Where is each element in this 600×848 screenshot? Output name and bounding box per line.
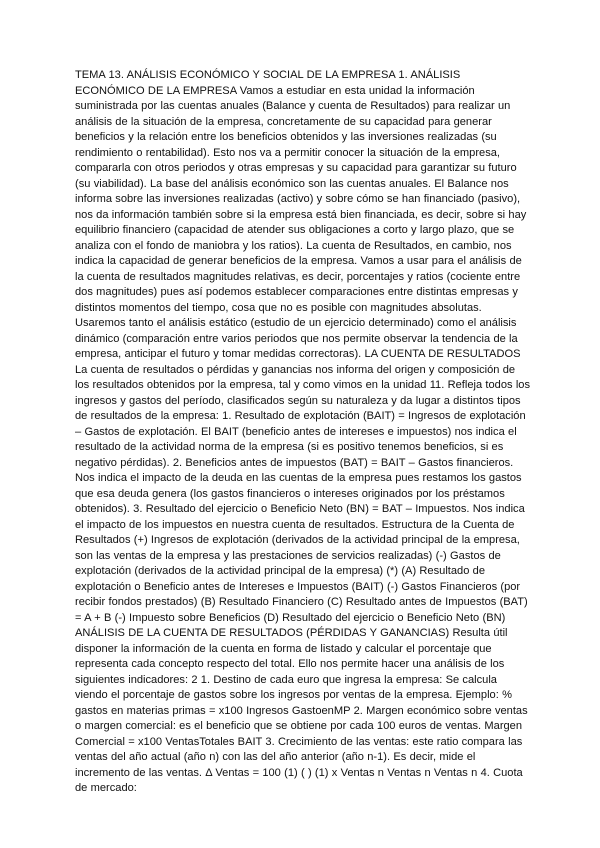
document-page — [75, 68, 531, 797]
document-body-text: TEMA 13. ANÁLISIS ECONÓMICO Y SOCIAL DE LA EMPRESA 1. ANÁLISIS ECONÓMICO DE LA EMPRESA Vamos a estudiar en esta unidad la información suministrada por las cuentas anuales (Balance y cuenta de Resultados) para realizar un análisis de la situación de la empresa, concretamente de su capacidad para generar beneficios y la relación entre los beneficios obtenidos y las inversiones realizadas (su rendimiento o rentabilidad). Esto nos va a permitir conocer la situación de la empresa, compararla con otros periodos y otras empresas y su capacidad para garantizar su futuro (su viabilidad). La base del análisis económico son las cuentas anuales. El Balance nos informa sobre las inversiones realizadas (activo) y sobre cómo se han financiado (pasivo), nos da información también sobre si la empresa está bien financiada, es decir, sobre si hay equilibrio financiero (capacidad de atender sus obligaciones a corto y largo plazo, que se analiza con el fondo de maniobra y los ratios). La cuenta de Resultados, en cambio, nos indica la capacidad de generar beneficios de la empresa. Vamos a usar para el análisis de la cuenta de resultados magnitudes relativas, es decir, porcentajes y ratios (cociente entre dos magnitudes) pues así podemos establecer comparaciones entre distintas empresas y distintos momentos del tiempo, cosa que no es posible con magnitudes absolutas. Usaremos tanto el análisis estático (estudio de un ejercicio determinado) como el análisis dinámico (comparación entre varios periodos que nos permite observar la tendencia de la empresa, anticipar el futuro y tomar medidas correctoras). LA CUENTA DE RESULTADOS La cuenta de resultados o pérdidas y ganancias nos informa del origen y composición de los resultados obtenidos por la empresa, tal y como vimos en la unidad 11. Refleja todos los ingresos y gastos del período, clasificados según su naturaleza y da lugar a distintos tipos de resultados de la empresa: 1. Resultado de explotación (BAIT) = Ingresos de explotación – Gastos de explotación. El BAIT (beneficio antes de intereses e impuestos) nos indica el resultado de la actividad norma de la empresa (si es positivo tenemos beneficios, si es negativo pérdidas). 2. Beneficios antes de impuestos (BAT) = BAIT – Gastos financieros. Nos indica el impacto de la deuda en las cuentas de la empresa pues restamos los gastos que esa deuda genera (los gastos financieros o intereses originados por los préstamos obtenidos). 3. Resultado del ejercicio o Beneficio Neto (BN) = BAT – Impuestos. Nos indica el impacto de los impuestos en nuestra cuenta de resultados. Estructura de la Cuenta de Resultados (+) Ingresos de explotación (derivados de la actividad principal de la empresa, son las ventas de la empresa y las prestaciones de servicios realizadas) (-) Gastos de explotación (derivados de la actividad principal de la empresa) (*) (A) Resultado de explotación o Beneficio antes de Intereses e Impuestos (BAIT) (-) Gastos Financieros (por recibir fondos prestados) (B) Resultado Financiero (C) Resultado antes de Impuestos (BAT) = A + B (-) Impuesto sobre Beneficios (D) Resultado del ejercicio o Beneficio Neto (BN) ANÁLISIS DE LA CUENTA DE RESULTADOS (PÉRDIDAS Y GANANCIAS) Resulta útil disponer la información de la cuenta en forma de listado y calcular el porcentaje que representa cada concepto respecto del total. Ello nos permite hacer una análisis de los siguientes indicadores: 2 1. Destino de cada euro que ingresa la empresa: Se calcula viendo el porcentaje de gastos sobre los ingresos por ventas de la empresa. Ejemplo: % gastos en materias primas = x100 Ingresos GastoenMP 2. Margen económico sobre ventas o margen comercial: es el beneficio que se obtiene por cada 100 euros de ventas. Margen Comercial = x100 VentasTotales BAIT 3. Crecimiento de las ventas: este ratio compara las ventas del año actual (año n) con las del año anterior (año n-1). Es decir, mide el incremento de las ventas. Δ Ventas = 100 (1) ( ) (1) x Ventas n Ventas n Ventas n 4. Cuota de mercado: — [75, 69, 531, 794]
